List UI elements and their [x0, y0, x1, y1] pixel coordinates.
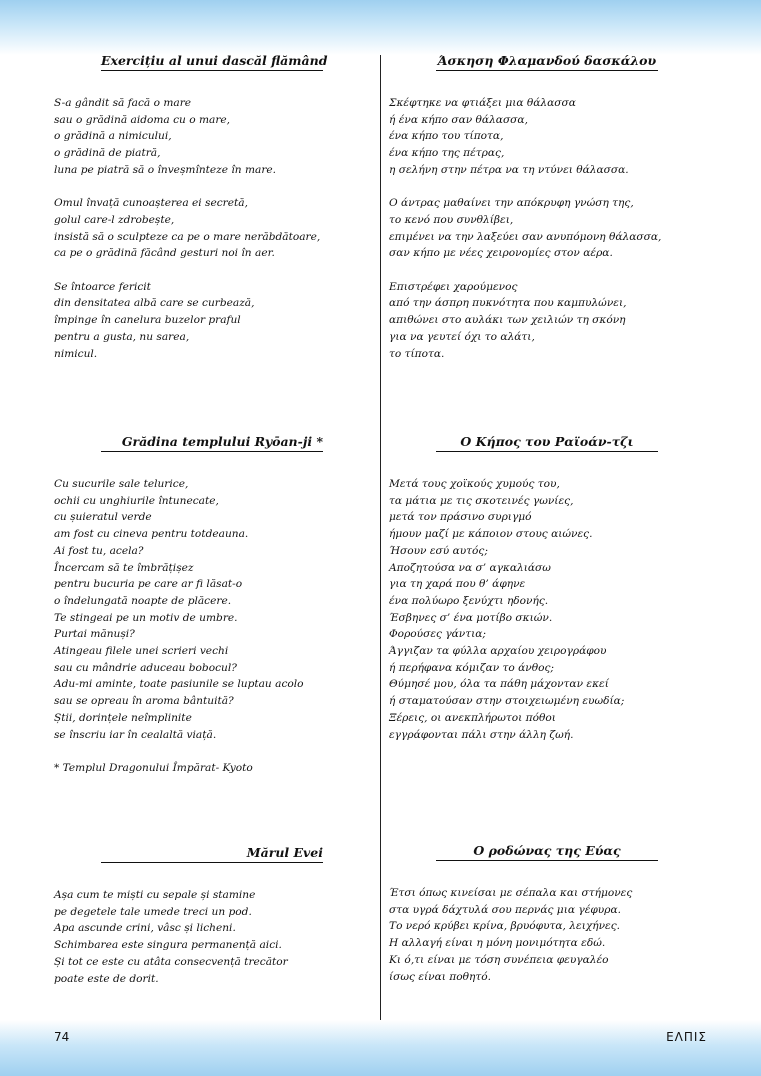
footer-band — [0, 1020, 761, 1076]
poem-line: Η αλλαγή είναι η μόνη μονιμότητα εδώ. — [389, 937, 606, 950]
poem-line: ochii cu unghiurile întunecate, — [54, 494, 219, 507]
poem-line: ένα κήπο του τίποτα, — [389, 130, 504, 143]
poem-line: ένα κήπο της πέτρας, — [389, 147, 505, 160]
poem-line: εγγράφονται πάλι στην άλλη ζωή. — [389, 728, 574, 741]
poem-line: για τη χαρά που θ’ άφηνε — [389, 578, 526, 591]
poem-line: επιμένει να την λαξεύει σαν ανυπόμονη θάλασσα, — [389, 230, 662, 243]
poem-body-ro-2 — [54, 476, 304, 777]
poem-line: S-a gândit să facă o mare — [54, 97, 192, 109]
poem-line: Θύμησέ μου, όλα τα πάθη μάχονταν εκεί — [389, 678, 609, 691]
column-divider — [380, 55, 381, 1021]
poem-line: Te stingeai pe un motiv de umbre. — [54, 611, 238, 624]
poem-line: Adu-mi aminte, toate pasiunile se luptau acolo — [54, 678, 304, 691]
magazine-name: ΕΛΠΙΣ — [666, 1030, 707, 1044]
poem-line: o grădină a nimicului, — [54, 130, 172, 143]
poem-line: Άγγιζαν τα φύλλα αρχαίου χειρογράφου — [389, 645, 607, 658]
poem-line: τα μάτια με τις σκοτεινές γωνίες, — [389, 494, 574, 507]
poem-line: Apa ascunde crini, vâsc și licheni. — [54, 922, 236, 935]
poem-line: ή σταματούσαν στην στοιχειωμένη ευωδία; — [389, 695, 625, 708]
poem-line: se înscriu iar în cealaltă viață. — [54, 728, 217, 741]
poem-title-ro-2: Grădina templului Ryōan-ji * — [101, 434, 323, 452]
poem-line: Omul învață cunoașterea ei secretă, — [54, 197, 248, 210]
poem-line: Μετά τους χοϊκούς χυμούς του, — [389, 478, 560, 490]
poem-line: împinge în canelura buzelor praful — [54, 314, 241, 327]
poem-line: σαν κήπο με νέες χειρονομίες στον αέρα. — [389, 247, 613, 260]
poem-line: Așa cum te miști cu sepale și stamine — [54, 889, 256, 901]
poem-line: Cu sucurile sale telurice, — [54, 478, 189, 490]
poem-line: sau se opreau în aroma bântuită? — [54, 695, 234, 708]
poem-line: ή περήφανα κόμιζαν το άνθος; — [389, 661, 554, 674]
poem-line: απιθώνει στο αυλάκι των χειλιών τη σκόνη — [389, 314, 626, 327]
poem-line: Επιστρέφει χαρούμενος — [389, 280, 518, 293]
stanza-gap — [389, 262, 661, 279]
poem-title-gr-1: Άσκηση Φλαμανδού δασκάλου — [436, 53, 658, 71]
poem-body-ro-1 — [54, 95, 320, 362]
poem-title-gr-3: Ο ροδώνας της Εύας — [436, 843, 658, 861]
poem-line: το τίποτα. — [389, 347, 445, 360]
poem-line: am fost cu cineva pentru totdeauna. — [54, 528, 249, 541]
poem-line: pe degetele tale umede treci un pod. — [54, 905, 252, 918]
poem-line: poate este de dorit. — [54, 972, 159, 985]
poem-line: Purtai mănuși? — [54, 628, 135, 641]
stanza-gap — [54, 179, 320, 196]
poem-line: cu șuieratul verde — [54, 511, 152, 524]
poem-title-ro-1: Exercițiu al unui dascăl flămând — [101, 53, 323, 71]
poem-line: για να γευτεί όχι το αλάτι, — [389, 330, 535, 343]
poem-line: sau o grădină aidoma cu o mare, — [54, 113, 231, 126]
poem-line: Și tot ce este cu atâta consecvență trecător — [54, 955, 288, 968]
header-band — [0, 0, 761, 55]
poem-line: από την άσπρη πυκνότητα που καμπυλώνει, — [389, 297, 627, 310]
poem-line: Atingeau filele unei scrieri vechi — [54, 645, 229, 658]
poem-line: η σελήνη στην πέτρα να τη ντύνει θάλασσα. — [389, 163, 629, 176]
poem-line: Ξέρεις, οι ανεκπλήρωτοι πόθοι — [389, 711, 556, 724]
poem-line: * Templul Dragonului Împărat- Kyoto — [54, 761, 253, 774]
poem-line: din densitatea albă care se curbează, — [54, 297, 255, 310]
poem-line: insistă să o sculpteze ca pe o mare nerăbdătoare, — [54, 230, 321, 243]
poem-line: ca pe o grădină făcând gesturi noi în aer. — [54, 247, 275, 260]
poem-line: golul care-l zdrobește, — [54, 213, 175, 226]
poem-line: Έσβηνες σ’ ένα μοτίβο σκιών. — [389, 611, 553, 624]
stanza-gap — [54, 743, 304, 760]
poem-line: Ήσουν εσύ αυτός; — [389, 544, 488, 557]
poem-line: Αποζητούσα να σ’ αγκαλιάσω — [389, 561, 551, 574]
poem-line: ή ένα κήπο σαν θάλασσα, — [389, 113, 528, 126]
stanza-gap — [54, 262, 320, 279]
stanza-gap — [389, 179, 661, 196]
poem-line: o grădină de piatră, — [54, 147, 161, 160]
poem-line: Ο άντρας μαθαίνει την απόκρυφη γνώση της, — [389, 197, 634, 210]
poem-body-ro-3 — [54, 887, 288, 987]
poem-line: Se întoarce fericit — [54, 280, 151, 293]
poem-body-gr-1 — [389, 95, 661, 362]
poem-line: Το νερό κρύβει κρίνα, βρυόφυτα, λειχήνες. — [389, 920, 621, 933]
poem-line: pentru bucuria pe care ar fi lăsat-o — [54, 578, 243, 591]
poem-line: Schimbarea este singura permanență aici. — [54, 939, 282, 952]
poem-body-gr-2 — [389, 476, 624, 743]
poem-line: μετά τον πράσινο συριγμό — [389, 511, 532, 524]
poem-line: Ai fost tu, acela? — [54, 544, 144, 557]
page-number: 74 — [54, 1030, 70, 1044]
poem-body-gr-3 — [389, 885, 632, 985]
poem-line: luna pe piatră să o înveșmînteze în mare. — [54, 163, 277, 176]
poem-line: Știi, dorințele neîmplinite — [54, 711, 192, 724]
poem-title-gr-2: Ο Κήπος του Ραϊοάν-τζι — [436, 434, 658, 452]
poem-line: nimicul. — [54, 347, 98, 360]
poem-line: ίσως είναι ποθητό. — [389, 970, 491, 983]
poem-line: Încercam să te îmbrățișez — [54, 561, 194, 574]
poem-line: o îndelungată noapte de plăcere. — [54, 594, 232, 607]
poem-line: στα υγρά δάχτυλά σου περνάς μια γέφυρα. — [389, 903, 621, 916]
poem-line: sau cu mândrie aduceau bobocul? — [54, 661, 237, 674]
poem-line: ένα πολύωρο ξενύχτι ηδονής. — [389, 594, 549, 607]
poem-title-ro-3: Mărul Evei — [101, 845, 323, 863]
poem-line: Σκέφτηκε να φτιάξει μια θάλασσα — [389, 97, 576, 109]
poem-line: Φορούσες γάντια; — [389, 628, 486, 641]
poem-line: Έτσι όπως κινείσαι με σέπαλα και στήμονες — [389, 887, 633, 899]
poem-line: Κι ό,τι είναι με τόση συνέπεια φευγαλέο — [389, 953, 609, 966]
poem-line: pentru a gusta, nu sarea, — [54, 330, 190, 343]
poem-line: το κενό που συνθλίβει, — [389, 213, 514, 226]
poem-line: ήμουν μαζί με κάποιον στους αιώνες. — [389, 528, 593, 541]
